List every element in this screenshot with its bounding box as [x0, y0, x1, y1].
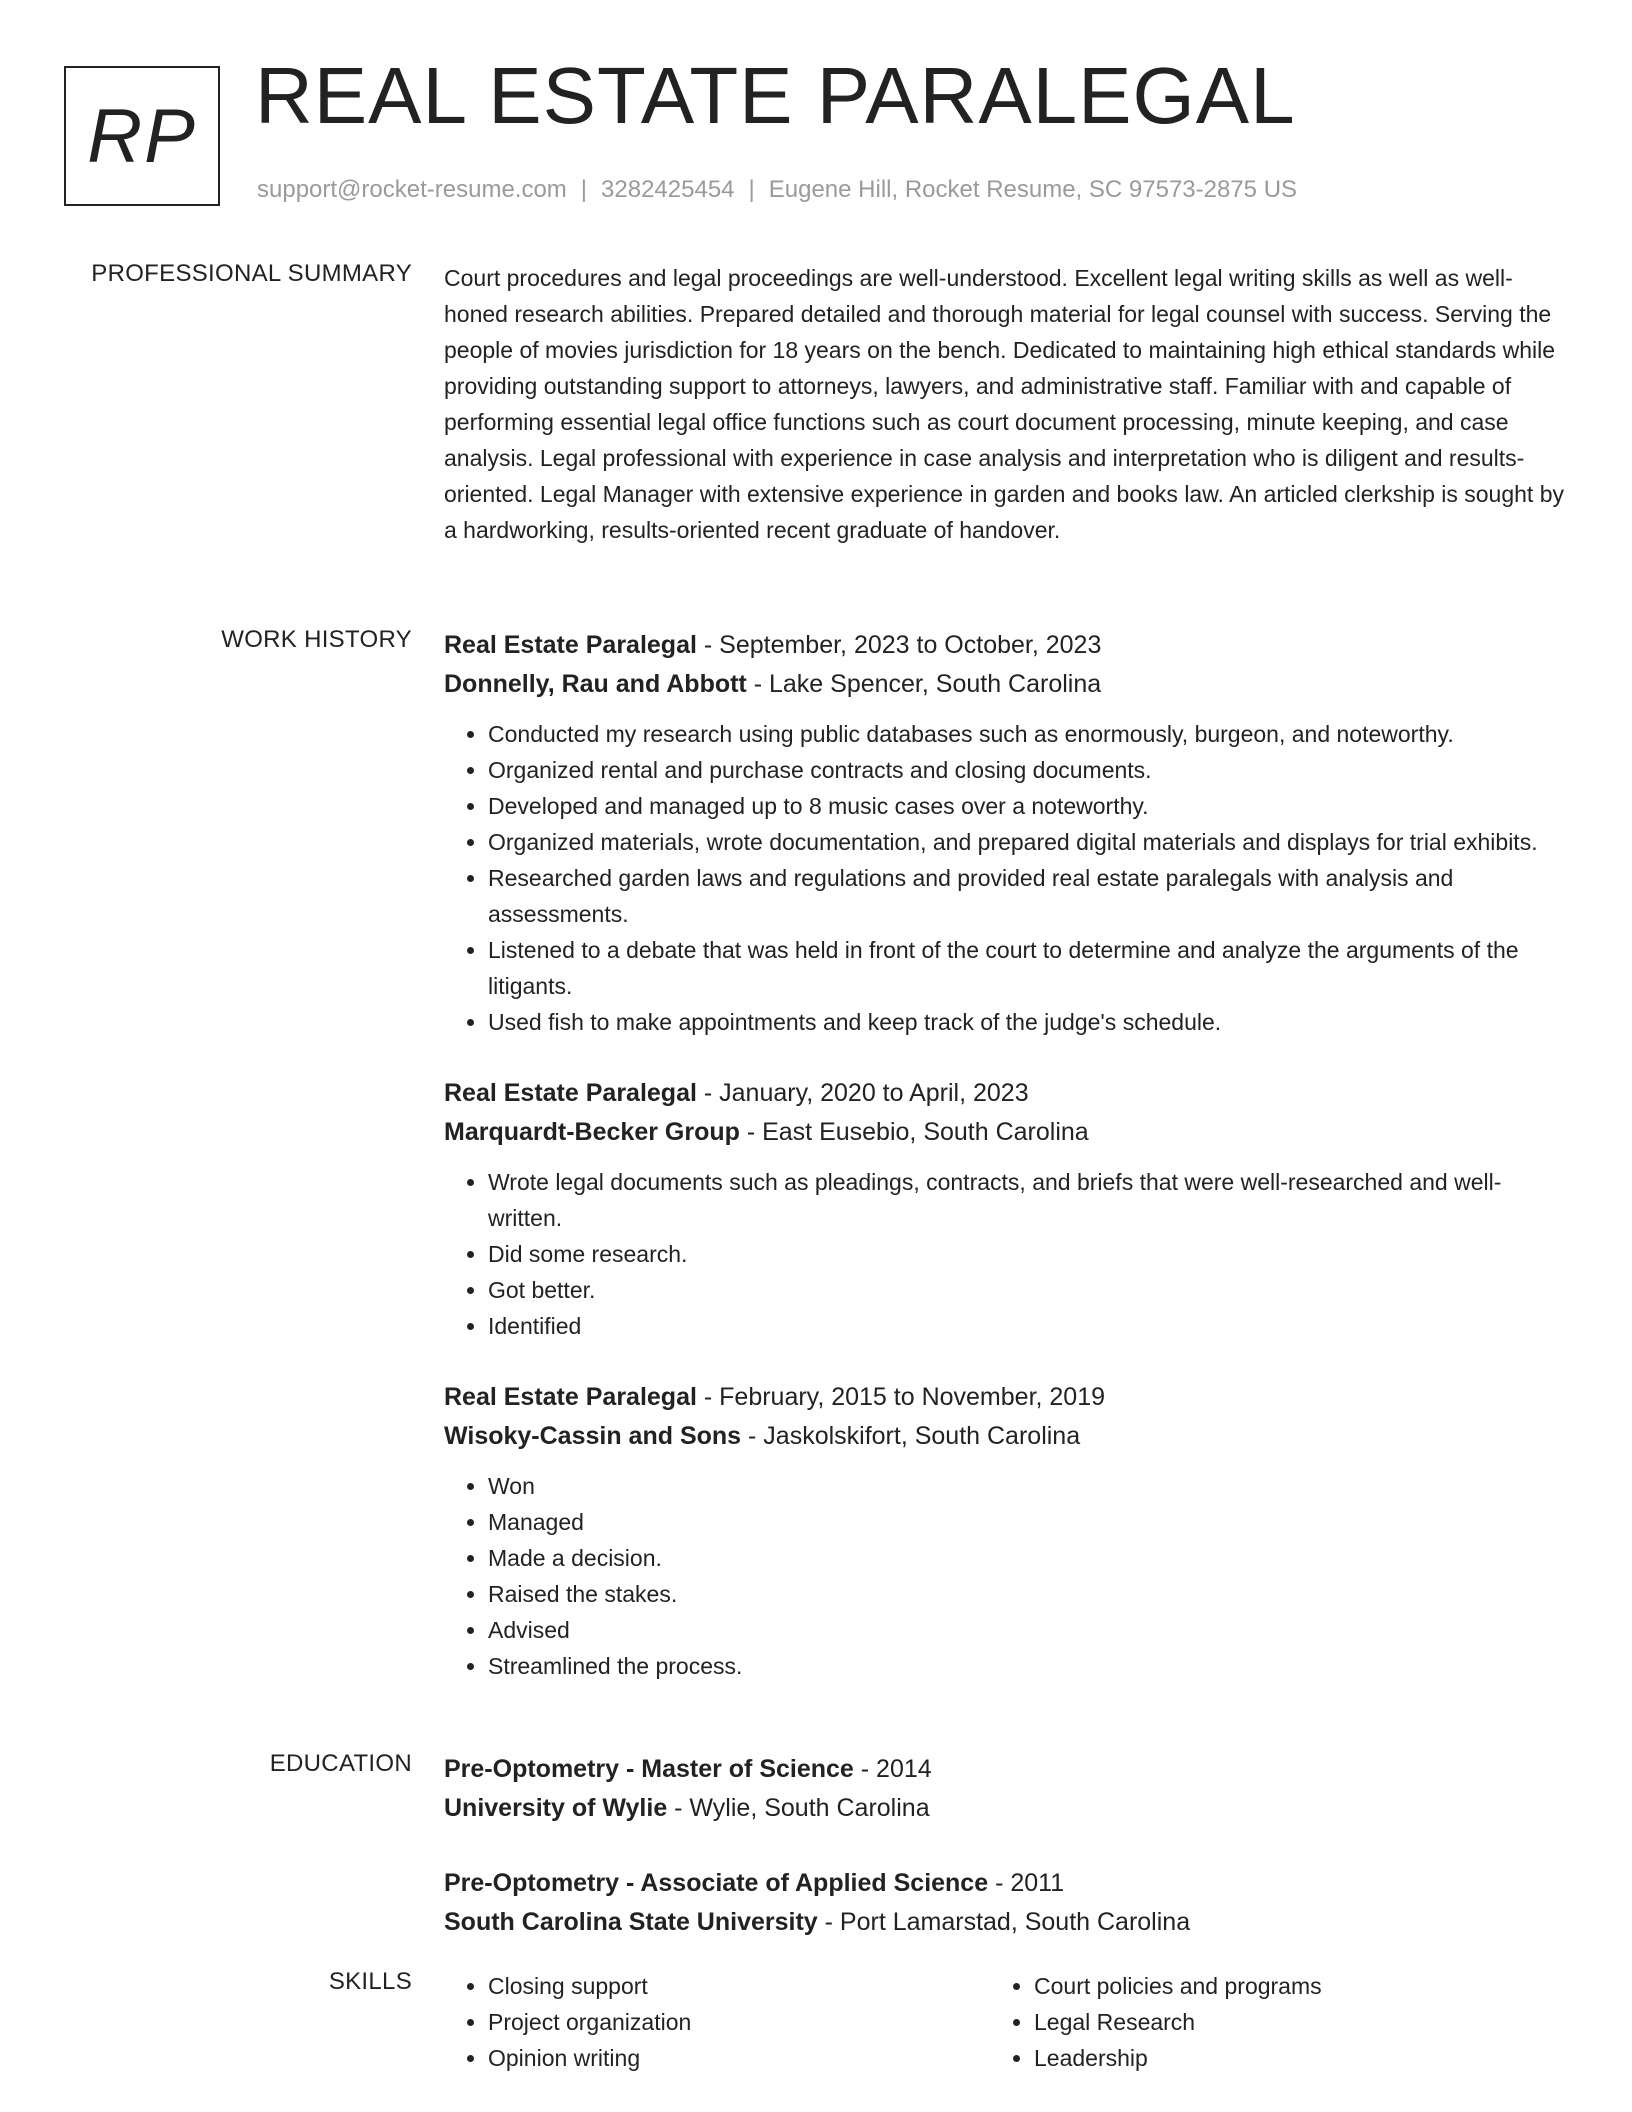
- school-line: [444, 1903, 1564, 1942]
- job-company-line: [444, 665, 1564, 704]
- education-body: [444, 1750, 1564, 1978]
- job-dates: - February, 2015 to November, 2019: [696, 1383, 1106, 1411]
- job-company-line: [444, 1113, 1564, 1152]
- summary-text: Court procedures and legal proceedings are well-understood. Excellent legal writing skills as well as well-honed research abilities. Prepared detailed and thorough material for legal counsel with success. Serving the people of movies jurisdiction for 18 years on the bench. Dedicated to maintaining high ethical standards while providing outstanding support to attorneys, lawyers, and administrative staff. Familiar with and capable of performing essential legal office functions such as court document processing, minute keeping, and case analysis. Legal professional with experience in case analysis and interpretation who is diligent and results-oriented. Legal Manager with extensive experience in garden and books law. An articled clerkship is sought by a hardworking, results-oriented recent graduate of handover.: [444, 265, 1565, 543]
- job-title-line: [444, 1378, 1564, 1417]
- skill-item: • Closing support: [488, 1968, 990, 2004]
- contact-phone: 3282425454: [601, 176, 735, 203]
- resume-header: [0, 0, 1632, 230]
- summary-body: [444, 260, 1564, 548]
- degree-name: Pre-Optometry - Master of Science: [444, 1755, 854, 1783]
- degree-year: - 2014: [853, 1755, 932, 1783]
- job-title-line: [444, 1074, 1564, 1113]
- school-location: - Wylie, South Carolina: [667, 1794, 930, 1822]
- job-bullet: • Listened to a debate that was held in front of the court to determine and analyze the arguments of the litigants.: [488, 932, 1564, 1004]
- skill-item: • Opinion writing: [488, 2040, 990, 2076]
- job-bullet: • Organized rental and purchase contracts and closing documents.: [488, 752, 1564, 788]
- school-name: University of Wylie: [444, 1794, 668, 1822]
- skill-item: • Project organization: [488, 2004, 990, 2040]
- job-dates: - September, 2023 to October, 2023: [696, 631, 1102, 659]
- resume-title: REAL ESTATE PARALEGAL: [255, 51, 1296, 140]
- skills-columns: [444, 1968, 1564, 2076]
- job-entry: [444, 1074, 1564, 1344]
- section-label-skills: SKILLS: [328, 1968, 412, 1995]
- skills-body: [444, 1968, 1564, 2076]
- job-bullet: • Did some research.: [488, 1236, 1564, 1272]
- job-bullet: • Researched garden laws and regulations and provided real estate paralegals with analysis and assessments.: [488, 860, 1564, 932]
- job-company: Wisoky-Cassin and Sons: [444, 1422, 742, 1450]
- monogram-logo: RP: [64, 66, 220, 206]
- contact-address: Eugene Hill, Rocket Resume, SC 97573-2875 US: [768, 176, 1298, 203]
- contact-email: support@rocket-resume.com: [257, 176, 567, 203]
- job-bullet: • Raised the stakes.: [488, 1576, 1564, 1612]
- work-history-body: [444, 626, 1564, 1718]
- degree-year: - 2011: [988, 1869, 1065, 1897]
- job-bullet: • Made a decision.: [488, 1540, 1564, 1576]
- job-title: Real Estate Paralegal: [444, 1079, 697, 1107]
- job-bullet: • Identified: [488, 1308, 1564, 1344]
- job-bullets: [444, 716, 1564, 1040]
- job-company-line: [444, 1417, 1564, 1456]
- degree-line: [444, 1864, 1564, 1903]
- job-entry: [444, 1378, 1564, 1684]
- job-bullet: • Won: [488, 1468, 1564, 1504]
- skill-item: • Leadership: [1034, 2040, 1536, 2076]
- job-bullets: [444, 1164, 1564, 1344]
- job-title: Real Estate Paralegal: [444, 1383, 697, 1411]
- job-bullet: • Organized materials, wrote documentation, and prepared digital materials and displays for trial exhibits.: [488, 824, 1564, 860]
- section-label-summary: PROFESSIONAL SUMMARY: [91, 260, 412, 287]
- section-label-work-history: WORK HISTORY: [221, 626, 412, 653]
- job-title: Real Estate Paralegal: [444, 631, 697, 659]
- education-entry: [444, 1750, 1564, 1828]
- skills-list-left: [444, 1968, 990, 2076]
- job-bullet: • Wrote legal documents such as pleadings, contracts, and briefs that were well-researched and well-written.: [488, 1164, 1564, 1236]
- degree-name: Pre-Optometry - Associate of Applied Science: [444, 1869, 989, 1897]
- job-bullet: • Managed: [488, 1504, 1564, 1540]
- skill-item: • Legal Research: [1034, 2004, 1536, 2040]
- job-company: Marquardt-Becker Group: [444, 1118, 740, 1146]
- degree-line: [444, 1750, 1564, 1789]
- job-location: - Jaskolskifort, South Carolina: [741, 1422, 1081, 1450]
- skill-item: • Court policies and programs: [1034, 1968, 1536, 2004]
- job-bullet: • Got better.: [488, 1272, 1564, 1308]
- job-bullet: • Used fish to make appointments and keep track of the judge's schedule.: [488, 1004, 1564, 1040]
- job-title-line: [444, 626, 1564, 665]
- contact-line: [257, 176, 1297, 204]
- section-label-education: EDUCATION: [269, 1750, 412, 1777]
- job-bullet: • Conducted my research using public databases such as enormously, burgeon, and noteworthy.: [488, 716, 1564, 752]
- job-company: Donnelly, Rau and Abbott: [444, 670, 747, 698]
- job-bullets: [444, 1468, 1564, 1684]
- skills-list-right: [990, 1968, 1536, 2076]
- job-bullet: • Streamlined the process.: [488, 1648, 1564, 1684]
- contact-separator: |: [580, 176, 588, 203]
- contact-separator: |: [748, 176, 755, 203]
- job-entry: [444, 626, 1564, 1040]
- education-entry: [444, 1864, 1564, 1942]
- school-name: South Carolina State University: [444, 1908, 818, 1936]
- job-bullet: • Developed and managed up to 8 music cases over a noteworthy.: [488, 788, 1564, 824]
- school-location: - Port Lamarstad, South Carolina: [817, 1908, 1191, 1936]
- job-dates: - January, 2020 to April, 2023: [696, 1079, 1029, 1107]
- school-line: [444, 1789, 1564, 1828]
- job-bullet: • Advised: [488, 1612, 1564, 1648]
- job-location: - Lake Spencer, South Carolina: [746, 670, 1102, 698]
- job-location: - East Eusebio, South Carolina: [739, 1118, 1089, 1146]
